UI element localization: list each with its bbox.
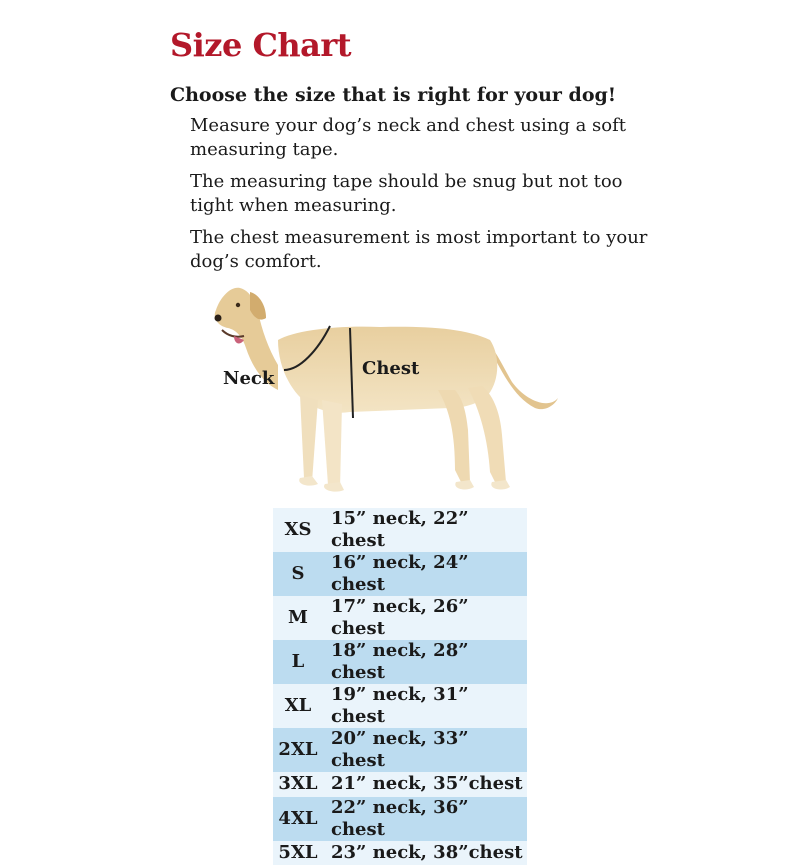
size-cell: 5XL — [273, 841, 323, 865]
size-cell: 2XL — [273, 728, 323, 772]
measurement-cell: 20” neck, 33” chest — [323, 728, 527, 772]
table-row — [273, 508, 527, 552]
table-row — [273, 728, 527, 772]
measurement-cell: 16” neck, 24” chest — [323, 552, 527, 596]
table-row — [273, 596, 527, 640]
instructions-list — [190, 114, 650, 282]
page-title: Size Chart — [170, 26, 352, 64]
size-cell: 3XL — [273, 772, 323, 797]
size-table — [273, 508, 527, 865]
neck-label: Neck — [223, 368, 275, 389]
size-cell: XS — [273, 508, 323, 552]
size-cell: 4XL — [273, 797, 323, 841]
measurement-cell: 23” neck, 38”chest — [323, 841, 527, 865]
instruction-item: The measuring tape should be snug but not too tight when measuring. — [190, 171, 623, 216]
page-subtitle: Choose the size that is right for your dog! — [170, 84, 617, 106]
table-row — [273, 640, 527, 684]
measurement-cell: 21” neck, 35”chest — [323, 772, 527, 797]
table-row — [273, 797, 527, 841]
size-cell: L — [273, 640, 323, 684]
measurement-cell: 18” neck, 28” chest — [323, 640, 527, 684]
instruction-item: The chest measurement is most important to your dog’s comfort. — [190, 227, 648, 272]
size-cell: XL — [273, 684, 323, 728]
size-cell: S — [273, 552, 323, 596]
table-row — [273, 841, 527, 865]
chest-label: Chest — [362, 358, 420, 379]
table-row — [273, 552, 527, 596]
table-row — [273, 684, 527, 728]
measurement-cell: 15” neck, 22” chest — [323, 508, 527, 552]
size-cell: M — [273, 596, 323, 640]
table-row — [273, 772, 527, 797]
instruction-item: Measure your dog’s neck and chest using a soft measuring tape. — [190, 115, 626, 160]
measurement-cell: 22” neck, 36” chest — [323, 797, 527, 841]
measurement-cell: 17” neck, 26” chest — [323, 596, 527, 640]
measurement-cell: 19” neck, 31” chest — [323, 684, 527, 728]
